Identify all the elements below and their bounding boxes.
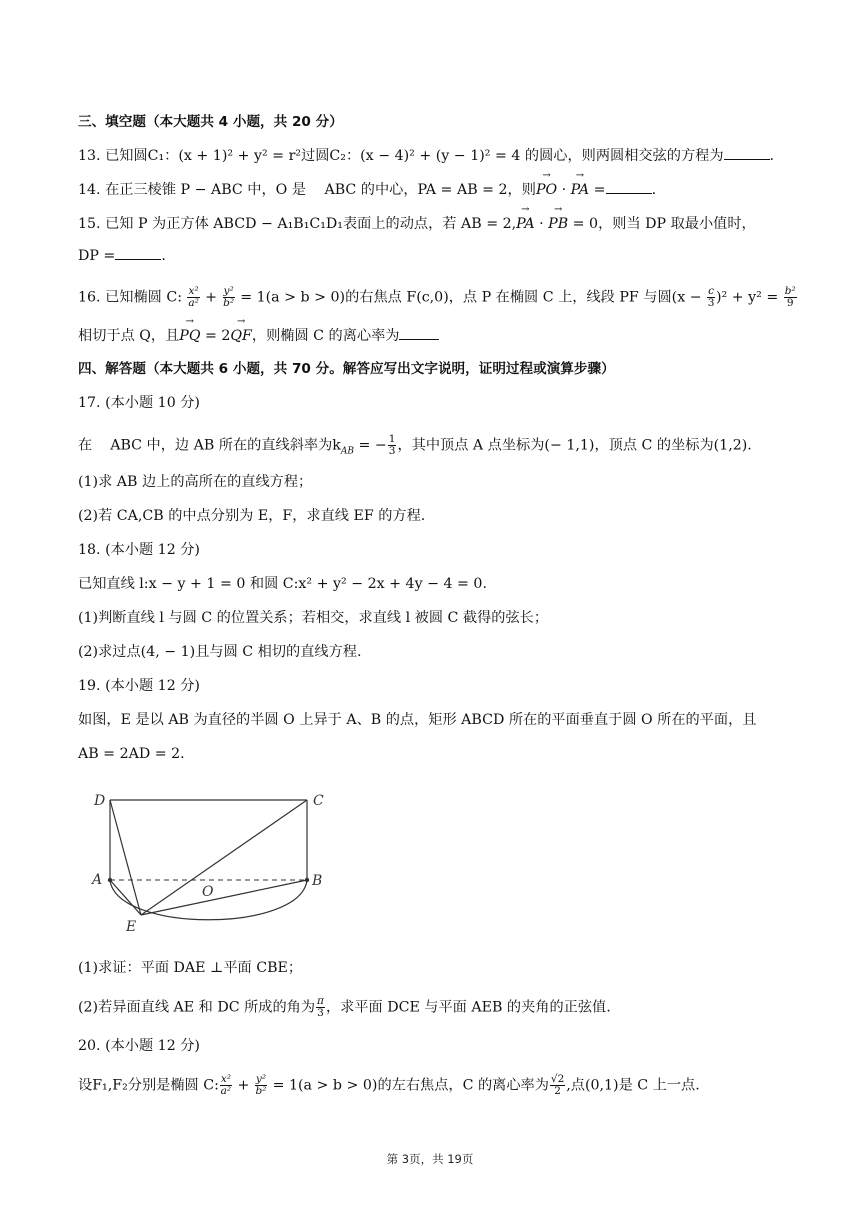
q14-end: . [651,182,657,198]
q15-end: . [161,248,166,264]
fraction-x2-a2: $\frac{\text{x²}}{\text{a²}}$ [220,1073,232,1097]
q14-text-a: 14. 在正三棱锥 P − ABC 中，O 是 [78,182,306,198]
vector-qf: → QF [230,326,251,346]
q17-text-d: ，其中顶点 A 点坐标为(− 1,1)，顶点 C 的坐标为(1,2). [397,437,752,454]
q13-end: . [769,148,775,164]
fraction-b2-9: $\frac{\text{b²}}{9}$ [784,285,796,309]
plus: + [200,289,222,306]
q14-text-b: ABC 的中心，PA = AB = 2，则 [324,182,536,198]
q16-text-d: 相切于点 Q，且 [78,328,180,344]
label-d: D [94,793,106,809]
fraction-c-3: $\frac{c}{3}$ [707,285,715,309]
plus: + [232,1077,254,1094]
q19-text-b: ，求平面 DCE 与平面 AEB 的夹角的正弦值. [325,999,611,1016]
page-footer: 第 3页，共 19页 [386,1152,474,1166]
vector-pq: → PQ [179,326,200,346]
q18-part1: (1)判断直线 l 与圆 C 的位置关系；若相交，求直线 l 被圆 C 截得的弦长； [78,610,549,626]
question-15-line2 [78,246,800,266]
q15-text-c: DP = [78,248,116,264]
q18-part2: (2)求过点(4, − 1)且与圆 C 相切的直线方程. [78,644,362,660]
q19-part1: (1)求证：平面 DAE ⊥平面 CBE； [78,960,303,976]
q19-stem-line2: AB = 2AD = 2. [78,746,185,762]
q19-text-a: (2)若异面直线 AE 和 DC 所成的角为 [78,999,316,1016]
question-15-line1 [78,214,800,234]
q20-text-b: = 1(a > b > 0)的左右焦点，C 的离心率为 [268,1077,549,1094]
q19-title: 19. (本小题 12 分) [78,678,200,694]
q16-text-a: 16. 已知椭圆 C: [78,289,187,306]
q20-stem [78,1074,800,1097]
q13-text: 13. 已知圆C₁：(x + 1)² + y² = r²过圆C₂：(x − 4)² + (y − 1)² = 4 的圆心，则两圆相交弦的方程为 [78,148,724,164]
q17-part1: (1)求 AB 边上的高所在的直线方程； [78,474,313,490]
equals-two: = 2 [200,328,231,344]
fraction-y2-b2: $\frac{\text{y²}}{\text{b²}}$ [223,285,235,309]
dot-operator: · [534,216,549,232]
q17-text-a: 在 [78,437,93,454]
label-e: E [126,919,137,935]
q20-title: 20. (本小题 12 分) [78,1038,200,1054]
fraction-x2-a2: $\frac{\text{x²}}{\text{a²}}$ [188,285,199,309]
answer-blank [399,327,439,340]
equals: = [589,182,606,198]
q15-text-b: = 0，则当 DP 取最小值时， [568,216,756,232]
fraction-y2-b2: $\frac{\text{y²}}{\text{b²}}$ [255,1073,267,1097]
fraction-1-3: $\frac{1}{3}$ [388,433,396,457]
q16-text-b: = 1(a > b > 0)的右焦点 F(c,0)，点 P 在椭圆 C 上，线段 PF 与圆(x − [235,289,707,306]
q18-title: 18. (本小题 12 分) [78,542,200,558]
slope-subscript: AB [340,446,354,457]
label-c: C [313,793,324,809]
section-heading-fill-in: 三、填空题（本大题共 4 小题，共 20 分） [78,114,343,130]
q17-text-c: = − [353,437,387,454]
q16-text-e: ，则椭圆 C 的离心率为 [251,328,400,344]
section-heading-solutions: 四、解答题（本大题共 6 小题，共 70 分。解答应写出文字说明，证明过程或演算步骤） [78,361,615,377]
question-13 [78,146,800,166]
fraction-sqrt2-2: $\frac{√2}{2}$ [550,1073,565,1097]
q17-stem [78,434,800,461]
question-14 [78,180,800,200]
q20-text-c: ,点(0,1)是 C 上一点. [566,1077,700,1094]
label-b: B [312,873,323,889]
vector-pb: → PB [548,214,568,234]
answer-blank [606,181,652,194]
question-16-line2 [78,326,800,346]
dot-operator: · [557,182,571,198]
q20-text-a: 设F₁,F₂分别是椭圆 C: [78,1077,219,1094]
q19-part2 [78,996,800,1019]
vector-pa: → PA [571,180,590,200]
q17-part2: (2)若 CA,CB 的中点分别为 E，F，求直线 EF 的方程. [78,508,426,524]
q17-text-b: ABC 中，边 AB 所在的直线斜率为k [110,437,341,454]
label-o: O [202,884,214,900]
vector-po: → PO [536,180,557,200]
q17-title: 17. (本小题 10 分) [78,395,200,411]
q18-stem: 已知直线 l:x − y + 1 = 0 和圆 C:x² + y² − 2x + 4y − 4 = 0. [78,576,487,592]
answer-blank [115,247,161,260]
q19-stem-line1: 如图，E 是以 AB 为直径的半圆 O 上异于 A、B 的点，矩形 ABCD 所在的平面垂直于圆 O 所在的平面，且 [78,712,757,728]
geometry-figure [86,783,346,943]
label-a: A [92,872,103,888]
vector-pa: → PA [516,214,535,234]
q16-text-c: )² + y² = [716,289,783,306]
fraction-pi-3: $\frac{\pi}{3}$ [317,995,324,1019]
answer-blank [724,147,770,160]
q15-text-a: 15. 已知 P 为正方体 ABCD − A₁B₁C₁D₁表面上的动点，若 AB = 2, [78,216,517,232]
question-16-line1 [78,286,800,309]
